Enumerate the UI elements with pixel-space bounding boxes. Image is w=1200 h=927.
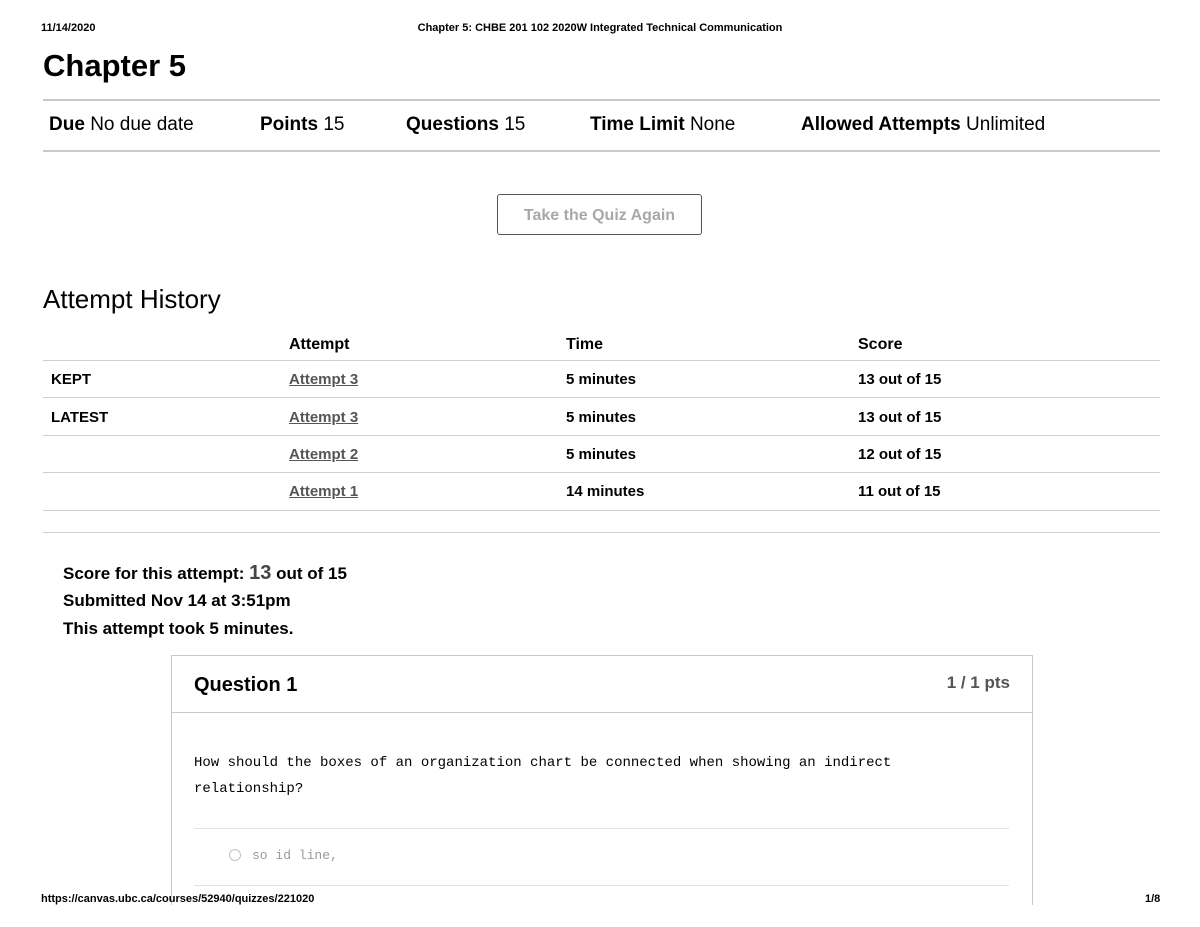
print-page-number: 1/8 <box>1145 893 1161 905</box>
attempt-score-summary: Score for this attempt: 13 out of 15 <box>63 562 347 584</box>
attempt-duration: This attempt took 5 minutes. <box>63 619 294 638</box>
meta-allowed-attempts: Allowed Attempts Unlimited <box>801 114 1046 135</box>
attempt-time: 14 minutes <box>566 483 645 500</box>
meta-points: Points 15 <box>260 114 345 135</box>
print-footer-url: https://canvas.ubc.ca/courses/52940/quizzes/221020 <box>41 893 315 905</box>
table-row-divider <box>43 397 1160 398</box>
attempt-link[interactable]: Attempt 1 <box>289 483 359 500</box>
attempt-score: 13 out of 15 <box>858 371 942 388</box>
meta-due: Due No due date <box>49 114 194 135</box>
question-card <box>171 655 1033 905</box>
table-header-divider <box>43 360 1160 361</box>
question-text: How should the boxes of an organization chart be connected when showing an indirect relationship? <box>194 755 892 797</box>
question-title: Question 1 <box>194 674 298 696</box>
print-page-title: Chapter 5: CHBE 201 102 2020W Integrated Technical Communication <box>417 22 783 34</box>
table-bottom-divider <box>43 532 1160 533</box>
attempt-score: 11 out of 15 <box>858 483 941 500</box>
row-tag-latest: LATEST <box>51 409 109 426</box>
attempt-score: 13 out of 15 <box>858 409 942 426</box>
attempt-score-value: 13 <box>249 562 272 584</box>
table-row-divider <box>43 510 1160 511</box>
answer-radio[interactable] <box>229 849 241 861</box>
attempt-link[interactable]: Attempt 3 <box>289 409 359 426</box>
meta-time-limit: Time Limit None <box>590 114 736 135</box>
submitted-time: Submitted Nov 14 at 3:51pm <box>63 591 291 610</box>
attempt-history-title: Attempt History <box>43 284 221 314</box>
column-header-time: Time <box>566 336 604 353</box>
meta-bottom-divider <box>43 150 1160 152</box>
question-points: 1 / 1 pts <box>946 673 1010 692</box>
column-header-attempt: Attempt <box>289 336 350 353</box>
table-row-divider <box>43 472 1160 473</box>
page-title: Chapter 5 <box>43 48 186 83</box>
take-quiz-again-button[interactable]: Take the Quiz Again <box>497 194 702 235</box>
attempt-score: 12 out of 15 <box>858 446 942 463</box>
answer-option-label: so id line, <box>252 848 338 863</box>
attempt-time: 5 minutes <box>566 446 637 463</box>
print-date: 11/14/2020 <box>41 22 96 34</box>
attempt-time: 5 minutes <box>566 409 637 426</box>
row-tag-kept: KEPT <box>51 371 92 388</box>
meta-top-divider <box>43 99 1160 101</box>
answer-divider <box>194 885 1009 886</box>
attempt-time: 5 minutes <box>566 371 637 388</box>
quiz-meta-bar <box>49 114 1045 136</box>
attempt-link[interactable]: Attempt 3 <box>289 371 359 388</box>
attempt-link[interactable]: Attempt 2 <box>289 446 359 463</box>
answer-divider <box>194 828 1009 829</box>
table-row-divider <box>43 435 1160 436</box>
column-header-score: Score <box>858 336 903 353</box>
meta-questions: Questions 15 <box>406 114 526 135</box>
question-header <box>172 656 1032 713</box>
